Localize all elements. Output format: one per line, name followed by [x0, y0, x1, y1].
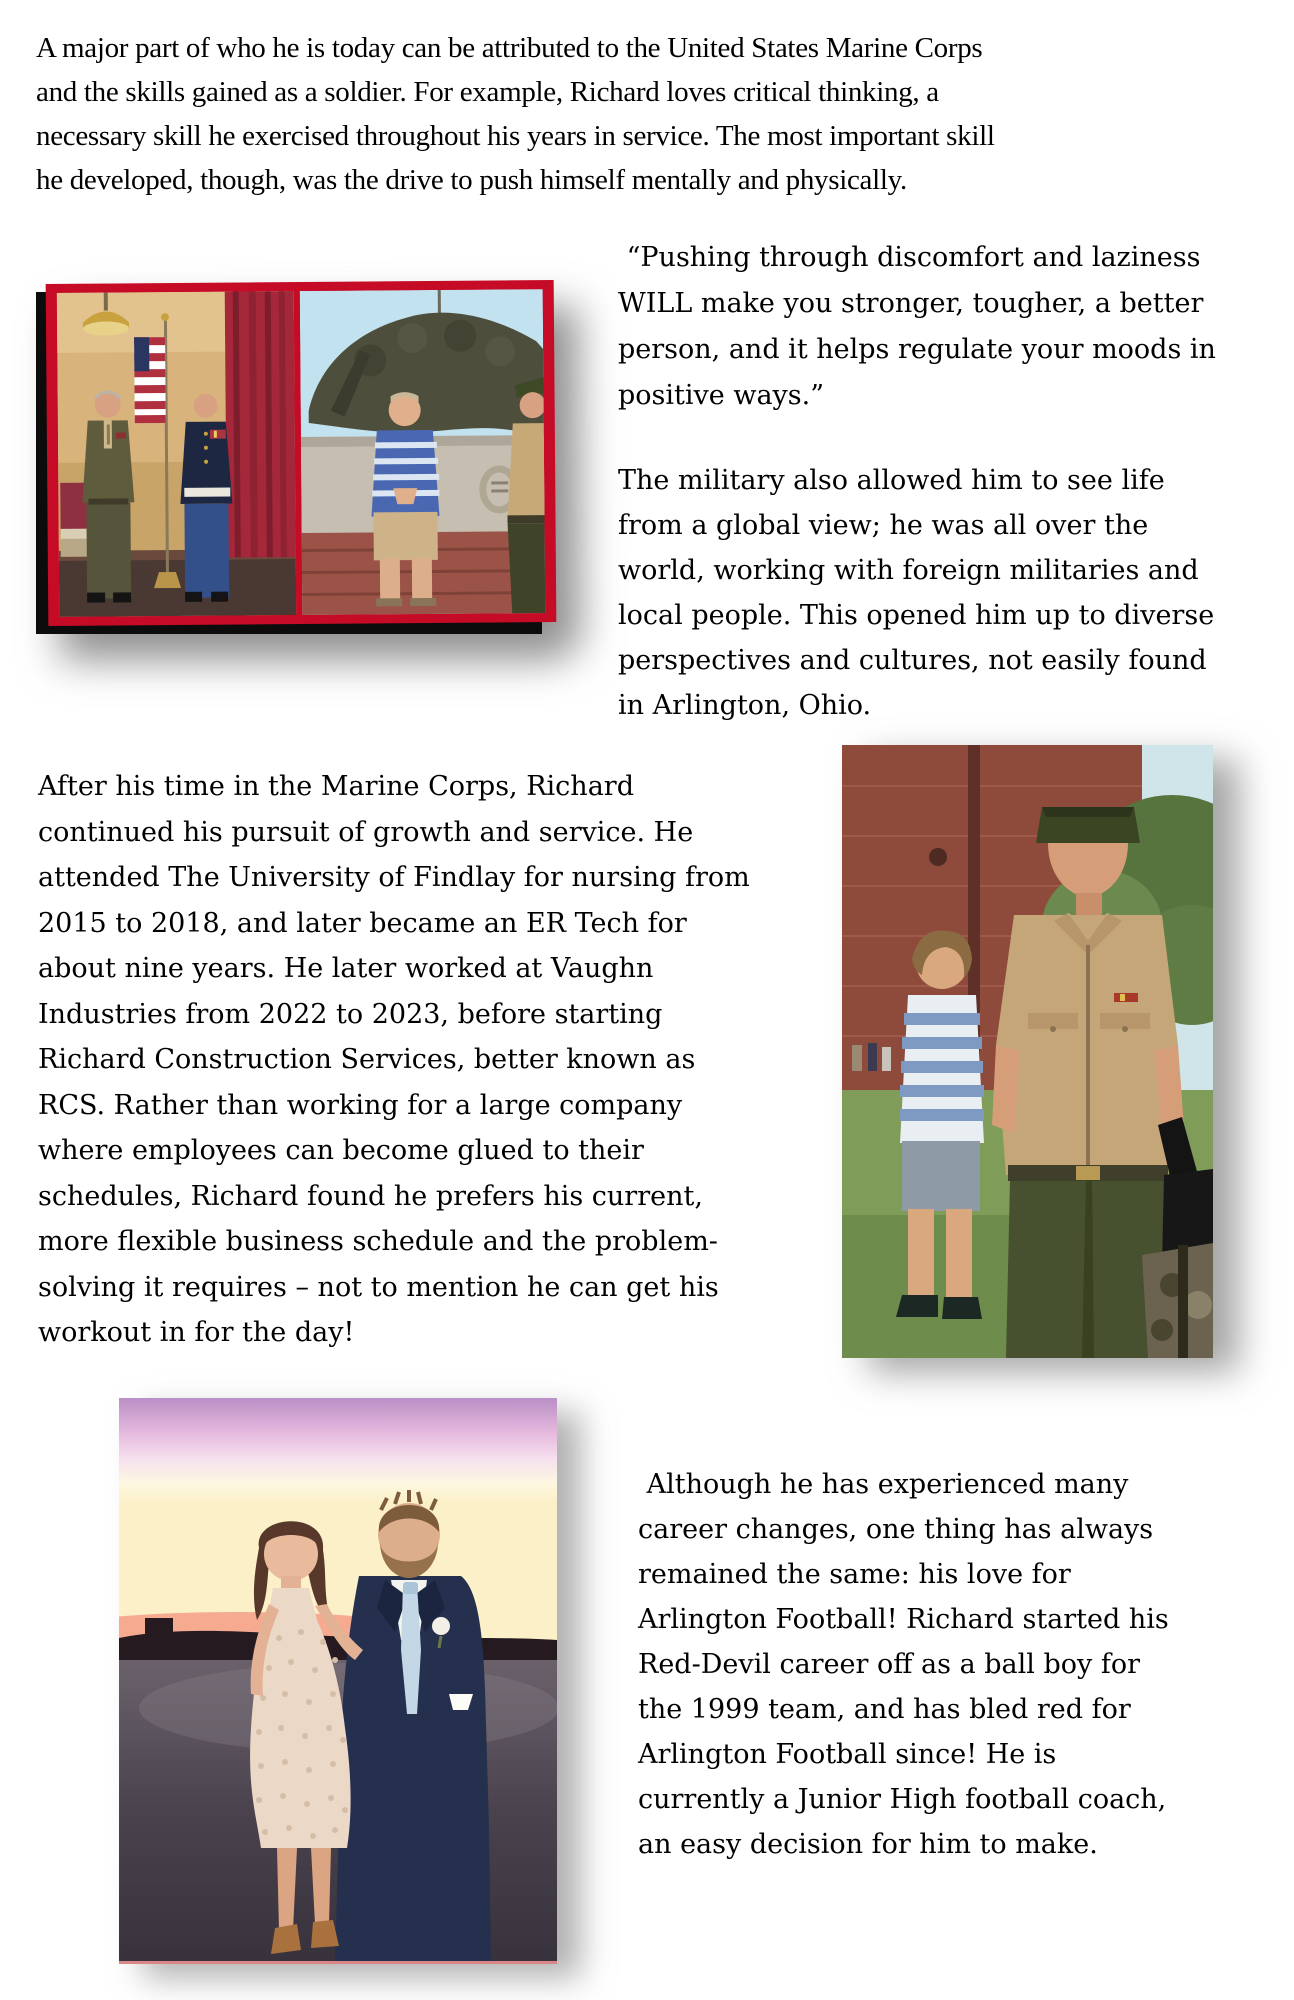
text-line: Arlington Football since! He is [638, 1739, 1057, 1770]
text-line: A major part of who he is today can be attributed to the United States Marine Corps [36, 32, 983, 64]
text-line: The military also allowed him to see life [618, 465, 1165, 496]
text-line: where employees can become glued to their [38, 1135, 644, 1166]
military-paragraph [618, 458, 1214, 728]
text-line: an easy decision for him to make. [638, 1829, 1098, 1860]
text-line: and the skills gained as a soldier. For example, Richard loves critical thinking, a [36, 76, 939, 108]
red-curtain [225, 291, 296, 558]
text-line: from a global view; he was all over the [618, 510, 1149, 541]
text-line: After his time in the Marine Corps, Richard [38, 771, 634, 802]
photo-iwo-jima-memorial [300, 289, 546, 615]
pull-quote [618, 235, 1216, 419]
text-line: solving it requires – not to mention he can get his [38, 1271, 719, 1303]
marine-green-uniform [82, 390, 136, 602]
career-paragraph [38, 764, 750, 1356]
text-line: Richard Construction Services, better known as [38, 1044, 696, 1075]
photo-marine-walking [842, 745, 1213, 1358]
text-line: Although he has experienced many [638, 1469, 1129, 1500]
text-line: world, working with foreign militaries and [618, 555, 1199, 586]
text-line: schedules, Richard found he prefers his current, [38, 1180, 703, 1212]
text-line: Red-Devil career off as a ball boy for [638, 1649, 1141, 1680]
text-line: continued his pursuit of growth and service. He [38, 816, 694, 848]
text-line: Industries from 2022 to 2023, before starting [38, 998, 663, 1030]
text-line: in Arlington, Ohio. [618, 690, 872, 721]
text-line: perspectives and cultures, not easily found [618, 645, 1207, 676]
text-line: remained the same: his love for [638, 1559, 1071, 1590]
football-paragraph [638, 1462, 1169, 1867]
text-line: more flexible business schedule and the problem- [38, 1226, 718, 1257]
text-line: workout in for the day! [38, 1317, 355, 1348]
text-line: 2015 to 2018, and later became an ER Tech for [38, 907, 687, 939]
text-line: local people. This opened him up to diverse [618, 600, 1215, 631]
text-line: career changes, one thing has always [638, 1514, 1154, 1545]
text-line: attended The University of Findlay for nursing from [38, 862, 750, 893]
collage-red-mat [46, 280, 557, 626]
text-line: person, and it helps regulate your moods in [618, 334, 1216, 365]
text-line: he developed, though, was the drive to push himself mentally and physically. [36, 164, 907, 196]
photo-marine-ceremony [57, 291, 297, 617]
text-line: necessary skill he exercised throughout his years in service. The most important skill [36, 120, 995, 152]
text-line: RCS. Rather than working for a large company [38, 1089, 683, 1121]
text-line: currently a Junior High football coach, [638, 1784, 1167, 1815]
text-line: positive ways.” [618, 380, 825, 411]
text-line: Arlington Football! Richard started his [638, 1604, 1169, 1635]
text-line: WILL make you stronger, tougher, a better [618, 288, 1204, 319]
text-line: the 1999 team, and has bled red for [638, 1694, 1131, 1725]
intro-paragraph [36, 26, 995, 202]
text-line: “Pushing through discomfort and laziness [618, 242, 1201, 273]
text-line: about nine years. He later worked at Vaughn [38, 953, 654, 984]
photo-couple-sunset [119, 1398, 557, 1964]
marine-dress-blues [180, 394, 234, 602]
photo-collage-frame [36, 282, 556, 636]
